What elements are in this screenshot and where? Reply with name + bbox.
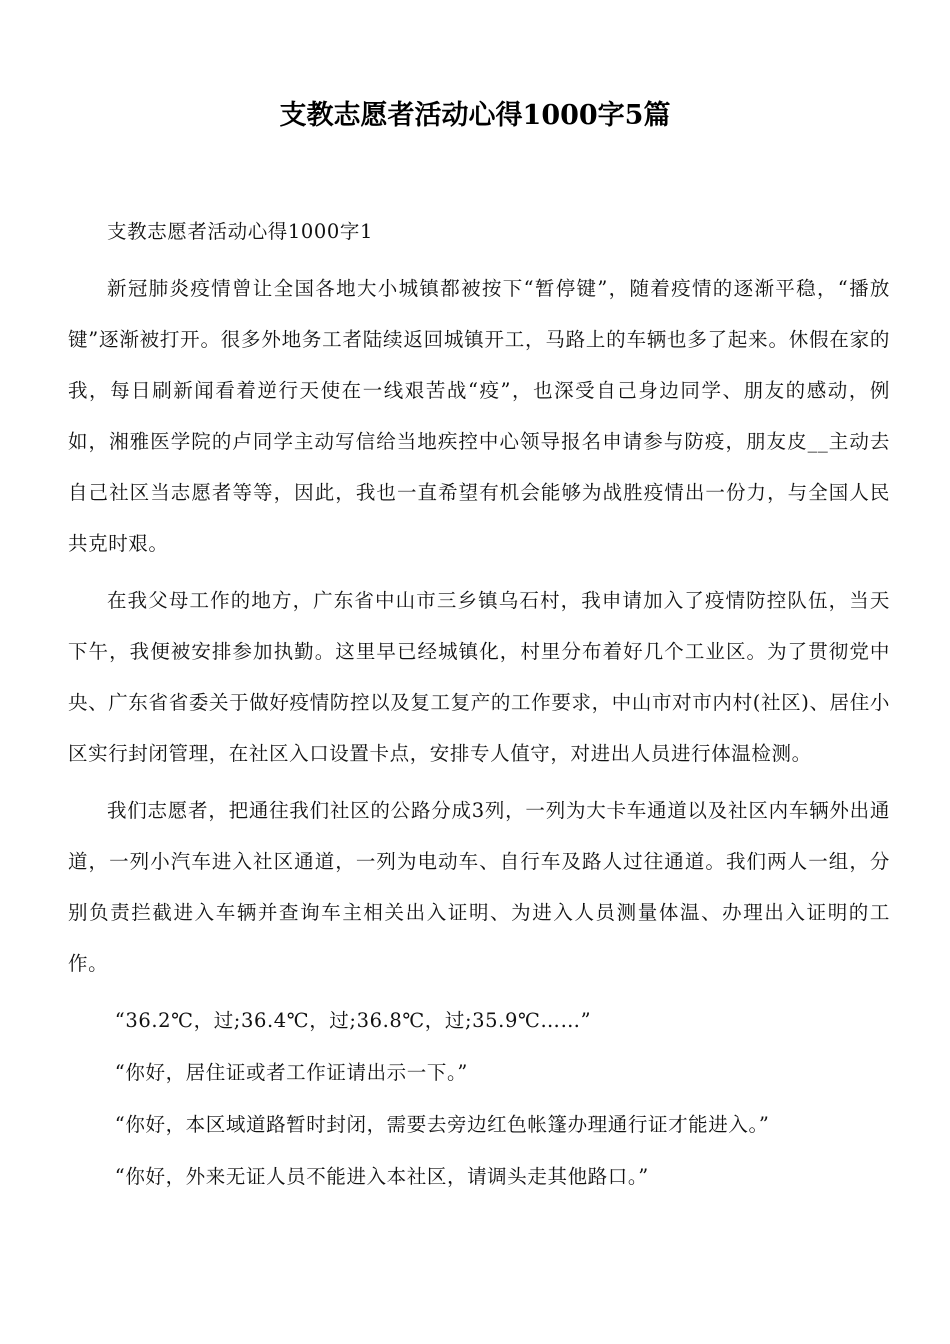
quote-line-1: “36.2℃，过;36.4℃，过;36.8℃，过;35.9℃……” <box>114 1009 592 1032</box>
document-title: 支教志愿者活动心得1000字5篇 <box>279 100 671 131</box>
quote-line-4: “你好，外来无证人员不能进入本社区，请调头走其他路口。” <box>114 1165 649 1188</box>
paragraph-1: 新冠肺炎疫情曾让全国各地大小城镇都被按下“暂停键”，随着疫情的逐渐平稳，“播放键”逐渐被打开。很多外地务工者陆续返回城镇开工，马路上的车辆也多了起来。休假在家的我，每日刷新闻看着逆行天使在一线艰苦战“疫”，也深受自己身边同学、朋友的感动，例如，湘雅医学院的卢同学主动写信给当地疾控中心领导报名申请参与防疫，朋友皮__主动去自己社区当志愿者等等，因此，我也一直希望有机会能够为战胜疫情出一份力，与全国人民共克时艰。 <box>68 277 890 555</box>
document-body <box>68 206 890 1203</box>
paragraph-2: 在我父母工作的地方，广东省中山市三乡镇乌石村，我申请加入了疫情防控队伍，当天下午，我便被安排参加执勤。这里早已经城镇化，村里分布着好几个工业区。为了贯彻党中央、广东省省委关于做好疫情防控以及复工复产的工作要求，中山市对市内村(社区)、居住小区实行封闭管理，在社区入口设置卡点，安排专人值守，对进出人员进行体温检测。 <box>68 589 890 765</box>
quote-line-2: “你好，居住证或者工作证请出示一下。” <box>114 1061 468 1084</box>
quote-line-3: “你好，本区域道路暂时封闭，需要去旁边红色帐篷办理通行证才能进入。” <box>114 1113 770 1136</box>
section-heading: 支教志愿者活动心得1000字1 <box>107 220 374 243</box>
paragraph-3: 我们志愿者，把通往我们社区的公路分成3列，一列为大卡车通道以及社区内车辆外出通道，一列小汽车进入社区通道，一列为电动车、自行车及路人过往通道。我们两人一组，分别负责拦截进入车辆并查询车主相关出入证明、为进入人员测量体温、办理出入证明的工作。 <box>68 799 890 975</box>
